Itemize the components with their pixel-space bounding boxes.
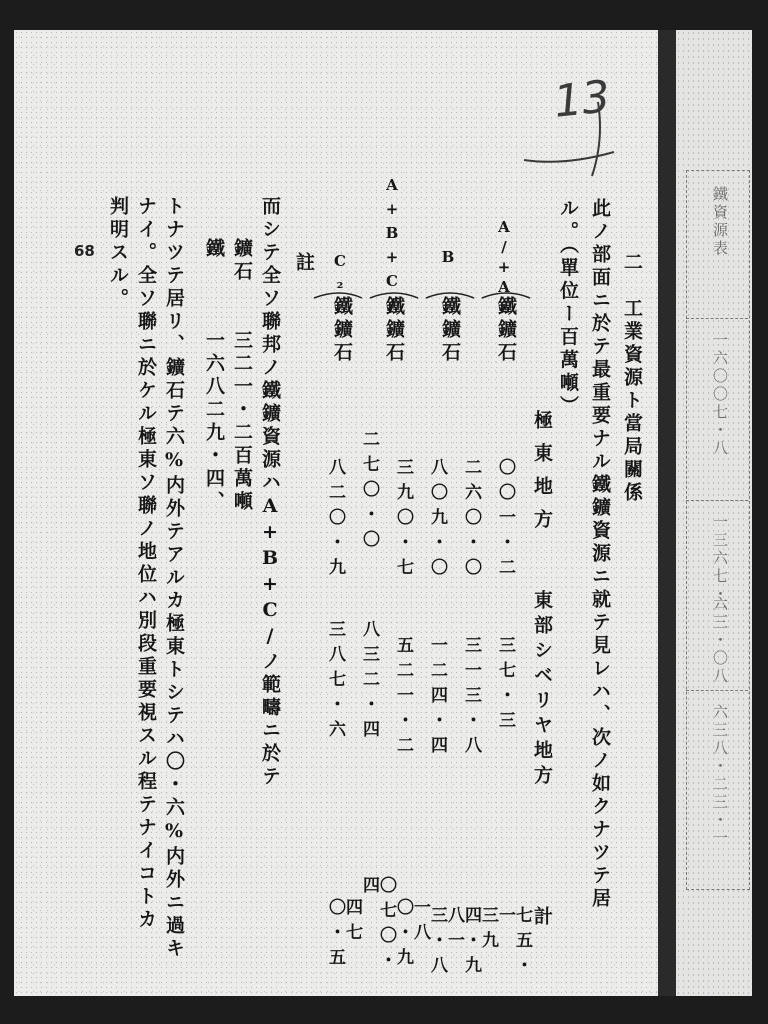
east-siberia-value-6: 三八七・六: [325, 620, 345, 745]
adjacent-page-line-1: 一六〇〇七・八: [711, 332, 729, 458]
note-line-6: 判明スル。: [107, 196, 129, 311]
far-east-value-6: 八二〇・九: [325, 458, 345, 583]
scan-border-bottom: [0, 996, 768, 1024]
east-siberia-value-3: 一二四・四: [427, 636, 447, 761]
note-line-3: 鐵 一六八二九・四、: [203, 238, 225, 514]
note-label: 註: [293, 252, 315, 275]
east-siberia-value-5: 八三二・四: [359, 620, 379, 745]
header-total: 計: [531, 906, 553, 929]
far-east-value-3: 八〇九・〇: [427, 458, 447, 583]
row-grade-1: A/+A₂: [495, 218, 513, 318]
total-value-3: 八一三・八: [427, 906, 464, 981]
adjacent-page-line-2: 一三六七・二: [711, 514, 729, 622]
note-line-2: 鑛石 三二一・二百萬噸: [231, 238, 253, 514]
document-page: [14, 30, 658, 996]
lead-sentence-unit: ル。（單位ー百萬噸）: [557, 198, 579, 419]
adjacent-page-line-3: 六三・〇八: [711, 596, 729, 686]
east-siberia-value-4: 五二一・二: [393, 636, 413, 761]
note-line-4: トナツテ居リ、鑛石テ六%内外テアルカ極東トシテハ〇・六%内外ニ過キ: [163, 196, 185, 961]
far-east-value-5: 二七〇・〇: [359, 430, 379, 555]
adjacent-table-divider: [686, 500, 748, 501]
east-siberia-value-1: 三七・三: [495, 636, 515, 736]
handwritten-stroke: [514, 90, 624, 180]
row-grade-2: B: [439, 248, 457, 270]
total-value-5: 〇七〇・四: [359, 876, 396, 976]
total-value-6: 四七〇・五: [325, 898, 362, 973]
total-value-4: 一八〇・九: [393, 898, 430, 973]
row-label-3: 鐵鑛石: [383, 296, 405, 365]
scan-border-right: [752, 0, 768, 1024]
east-siberia-value-2: 三一三・八: [461, 636, 481, 761]
note-line-5: ナイ。全ソ聯ニ於ケル極東ソ聯ノ地位ハ別段重要視スル程テナイコトカ: [135, 196, 157, 932]
far-east-value-1: 〇〇一・二: [495, 458, 515, 583]
row-label-4: 鐵鑛石: [331, 296, 353, 365]
section-heading: 二 工業資源ト當局關係: [621, 252, 643, 505]
grade-underline-braces: [310, 288, 540, 302]
scan-border-top: [0, 0, 768, 30]
note-line-1: 而シテ全ソ聯邦ノ鐵鑛資源ハA+B+C/ノ範疇ニ於テ: [259, 196, 281, 789]
adjacent-page-line-4: 六三八・二三・一: [711, 704, 729, 848]
far-east-value-2: 二六〇・〇: [461, 458, 481, 583]
adjacent-table-divider: [686, 318, 748, 319]
row-grade-4: C₂: [331, 252, 349, 296]
book-gutter: [658, 30, 676, 996]
total-value-2: 三九四・九: [461, 906, 498, 981]
page-number: 68: [74, 242, 95, 260]
lead-sentence: 此ノ部面ニ於テ最重要ナル鐵鑛資源ニ就テ見レハ、次ノ如クナツテ居: [589, 198, 611, 911]
far-east-value-4: 三九〇・七: [393, 458, 413, 583]
row-grade-3: A+B+C/: [383, 176, 401, 320]
total-value-1: 七五・一: [495, 906, 532, 981]
header-far-east: 極東地方: [531, 410, 553, 542]
adjacent-table-divider: [686, 690, 748, 691]
header-east-siberia: 東部シベリヤ地方: [531, 590, 553, 790]
adjacent-page-header: 鐵資源表: [711, 186, 729, 258]
row-label-2: 鐵鑛石: [439, 296, 461, 365]
handwritten-page-mark: 13: [551, 71, 613, 128]
scan-border-left: [0, 0, 14, 1024]
row-label-1: 鐵鑛石: [495, 296, 517, 365]
